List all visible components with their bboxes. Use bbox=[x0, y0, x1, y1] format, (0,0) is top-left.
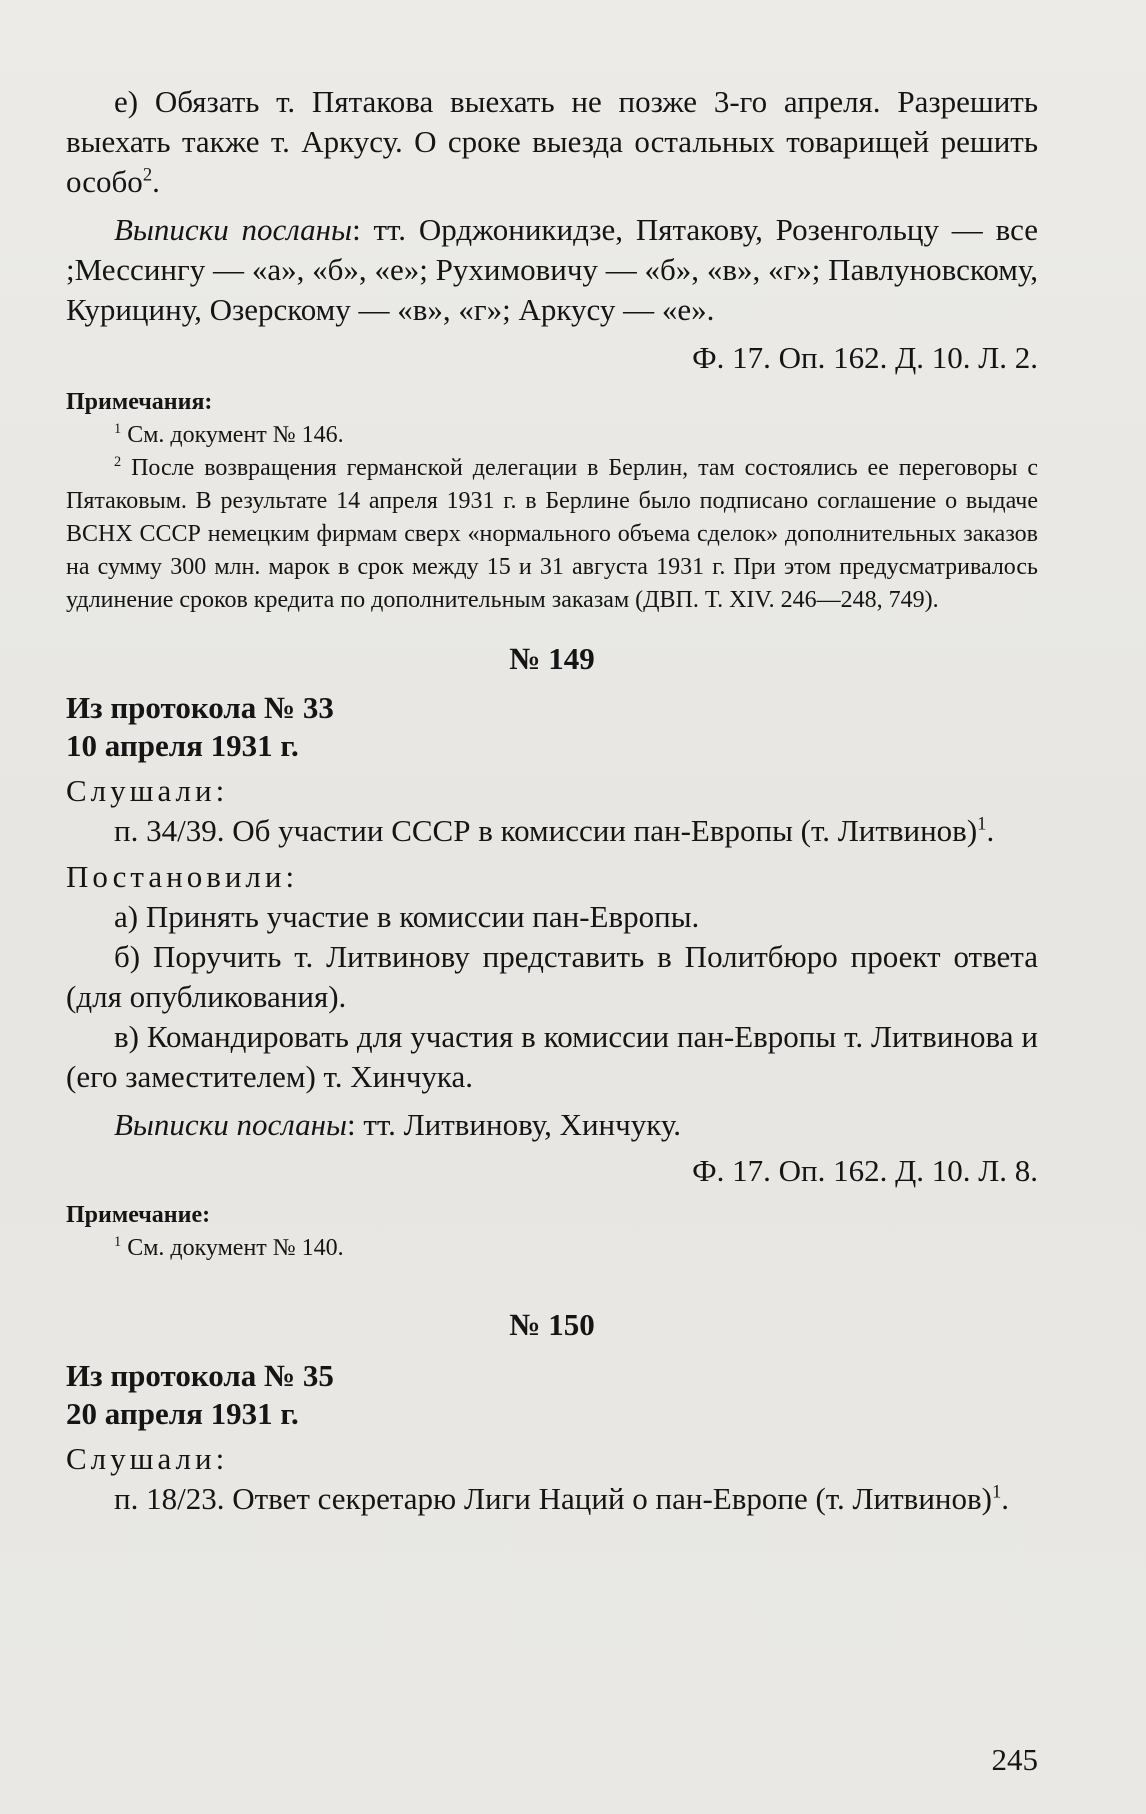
footnote-2: $^2$ После возвращения германской делегации в Берлин, там состоялись ее переговоры с Пятаковым. В результате 14 апреля 1931 г. в Берлине было подписано соглашение о выдаче ВСНХ СССР немецким фирмам сверх «нормального объема сделок» дополнительных заказов на сумму 300 млн. марок в срок между 15 и 31 августа 1931 г. При этом предусматривалось удлинение сроков кредита по дополнительным заказам (ДВП. Т. XIV. 246—248, 749). bbox=[66, 454, 1038, 613]
extracts-sent-149: Выписки посланы: тт. Литвинову, Хинчуку. bbox=[114, 1107, 681, 1142]
archive-reference-149: Ф. 17. Оп. 162. Д. 10. Л. 8. bbox=[692, 1153, 1038, 1188]
footnote-1: $^1$ См. документ № 146. bbox=[114, 421, 344, 448]
heard-item: п. 34/39. Об участии СССР в комиссии пан-Европы (т. Литвинов)$^1$. bbox=[114, 813, 995, 848]
heard-label-150: Слушали: bbox=[66, 1441, 229, 1476]
archive-reference: Ф. 17. Оп. 162. Д. 10. Л. 2. bbox=[692, 340, 1038, 375]
resolution-item-b: б) Поручить т. Литвинову представить в Политбюро проект ответа (для опубликования). bbox=[66, 939, 1038, 1014]
footnote-ref: 2 bbox=[142, 164, 153, 186]
protocol-heading-35: Из протокола № 35 20 апреля 1931 г. bbox=[66, 1358, 334, 1431]
extracts-label: Выписки посланы bbox=[114, 212, 353, 247]
resolution-item-e: е) Обязать т. Пятакова выехать не позже 3-го апреля. Разрешить выехать также т. Аркусу. О сроке выезда остальных товарищей решить особо$^2$. bbox=[66, 84, 1038, 199]
page-number: 245 bbox=[991, 1742, 1038, 1777]
note-heading-149: Примечание: bbox=[66, 1202, 211, 1228]
notes-heading: Примечания: bbox=[66, 389, 213, 415]
heard-item-150: п. 18/23. Ответ секретарю Лиги Наций о пан-Европе (т. Литвинов)$^1$. bbox=[114, 1481, 1010, 1516]
heard-label: Слушали: bbox=[66, 773, 229, 808]
footnote-149-1: $^1$ См. документ № 140. bbox=[114, 1234, 344, 1261]
resolution-item-v: в) Командировать для участия в комиссии пан-Европы т. Литвинова и (его заместителем) т. Хинчука. bbox=[66, 1019, 1038, 1094]
document-number-150: № 150 bbox=[509, 1307, 595, 1342]
resolution-item-a: а) Принять участие в комиссии пан-Европы. bbox=[114, 899, 700, 934]
document-number-149: № 149 bbox=[509, 641, 595, 676]
resolved-label: Постановили: bbox=[66, 859, 299, 894]
extracts-sent: Выписки посланы: тт. Орджоникидзе, Пятакову, Розенгольцу — все ;Мессингу — «а», «б», «е»; Рухимовичу — «б», «в», «г»; Павлуновскому, Курицину, Озерскому — «в», «г»; Аркусу — «е». bbox=[66, 212, 1038, 327]
protocol-heading-33: Из протокола № 33 10 апреля 1931 г. bbox=[66, 690, 334, 763]
text-column bbox=[66, 82, 1038, 1519]
